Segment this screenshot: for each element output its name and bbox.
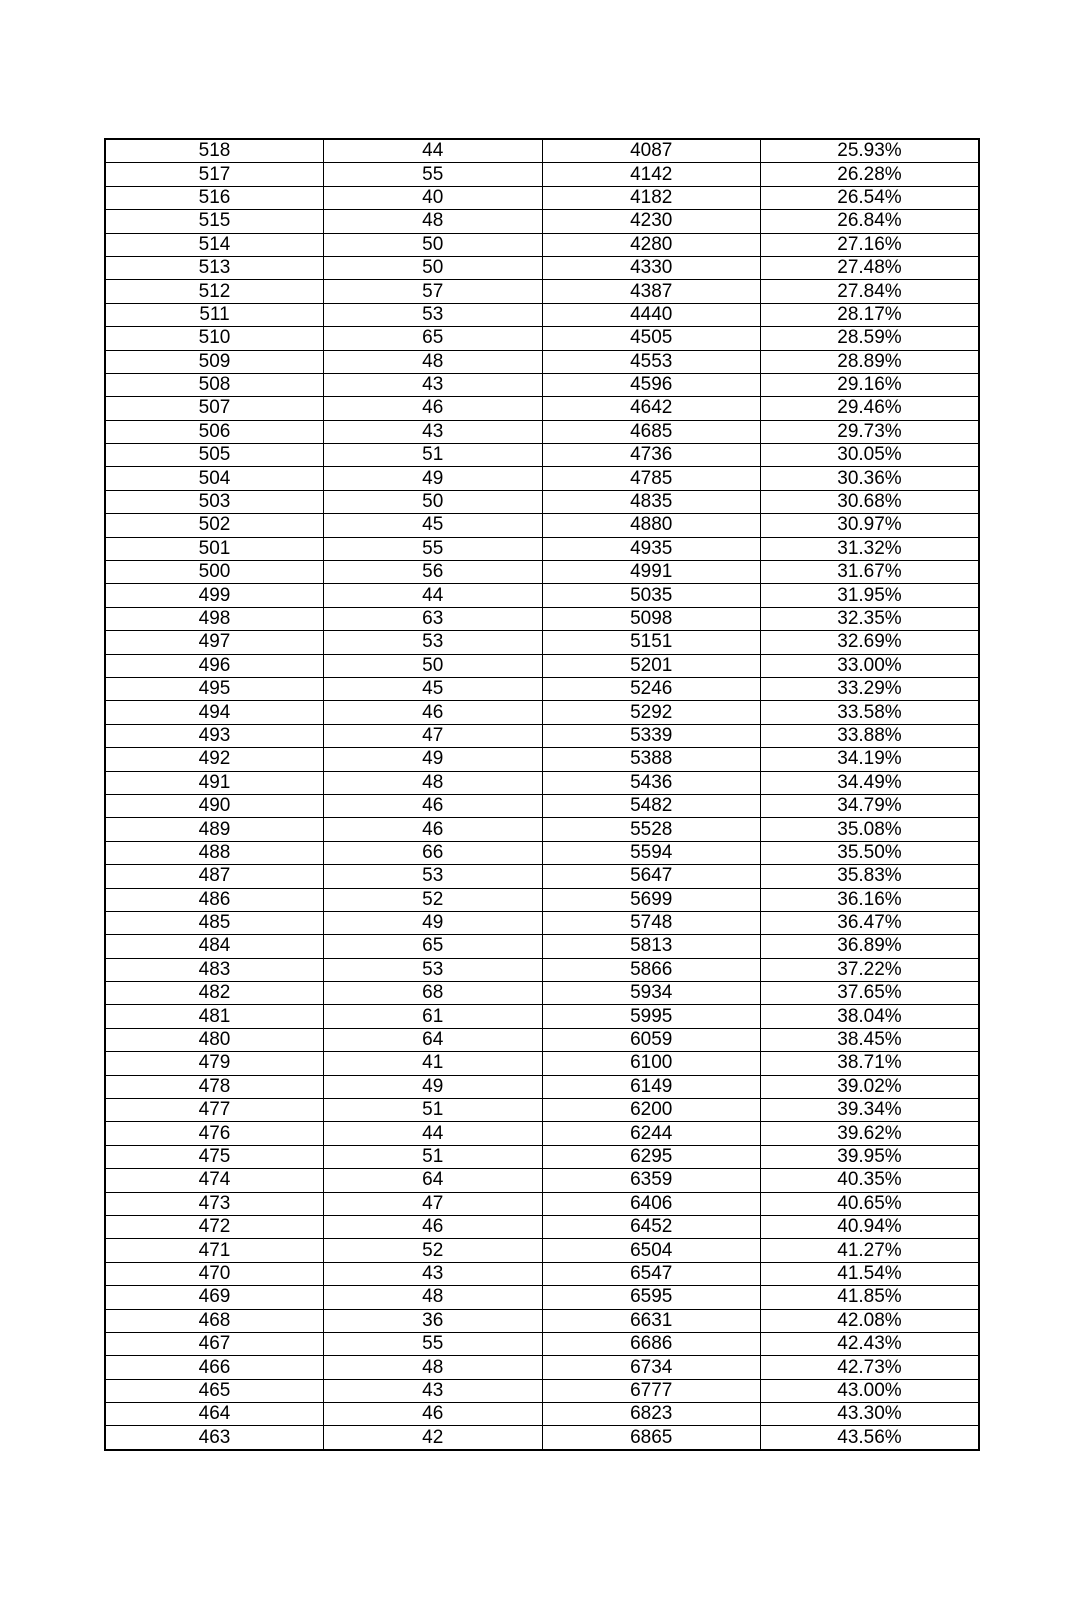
cumulative-count-cell: 5151 — [542, 631, 761, 654]
cumulative-percent-cell: 38.45% — [761, 1028, 980, 1051]
table-row — [105, 280, 979, 303]
count-cell: 55 — [324, 163, 543, 186]
table-row — [105, 631, 979, 654]
count-cell: 48 — [324, 350, 543, 373]
cumulative-count-cell: 6631 — [542, 1309, 761, 1332]
score-cell: 498 — [105, 607, 324, 630]
score-cell: 473 — [105, 1192, 324, 1215]
score-cell: 482 — [105, 982, 324, 1005]
score-cell: 464 — [105, 1403, 324, 1426]
cumulative-count-cell: 4685 — [542, 420, 761, 443]
score-distribution-table — [104, 138, 980, 1451]
score-cell: 510 — [105, 327, 324, 350]
cumulative-percent-cell: 41.85% — [761, 1286, 980, 1309]
cumulative-percent-cell: 36.47% — [761, 911, 980, 934]
score-cell: 514 — [105, 233, 324, 256]
table-row — [105, 1099, 979, 1122]
table-row — [105, 467, 979, 490]
score-cell: 509 — [105, 350, 324, 373]
score-cell: 483 — [105, 958, 324, 981]
score-cell: 475 — [105, 1145, 324, 1168]
cumulative-percent-cell: 40.65% — [761, 1192, 980, 1215]
count-cell: 44 — [324, 584, 543, 607]
count-cell: 53 — [324, 303, 543, 326]
cumulative-percent-cell: 33.29% — [761, 677, 980, 700]
score-cell: 496 — [105, 654, 324, 677]
cumulative-count-cell: 5098 — [542, 607, 761, 630]
cumulative-count-cell: 6200 — [542, 1099, 761, 1122]
score-cell: 512 — [105, 280, 324, 303]
score-cell: 481 — [105, 1005, 324, 1028]
count-cell: 50 — [324, 256, 543, 279]
table-row — [105, 724, 979, 747]
count-cell: 41 — [324, 1052, 543, 1075]
cumulative-percent-cell: 27.84% — [761, 280, 980, 303]
count-cell: 48 — [324, 771, 543, 794]
count-cell: 46 — [324, 1403, 543, 1426]
cumulative-percent-cell: 41.27% — [761, 1239, 980, 1262]
cumulative-percent-cell: 31.95% — [761, 584, 980, 607]
count-cell: 40 — [324, 186, 543, 209]
score-cell: 489 — [105, 818, 324, 841]
score-cell: 508 — [105, 373, 324, 396]
cumulative-count-cell: 5482 — [542, 794, 761, 817]
cumulative-percent-cell: 34.49% — [761, 771, 980, 794]
table-row — [105, 210, 979, 233]
cumulative-percent-cell: 28.59% — [761, 327, 980, 350]
count-cell: 45 — [324, 677, 543, 700]
cumulative-percent-cell: 37.65% — [761, 982, 980, 1005]
cumulative-percent-cell: 28.17% — [761, 303, 980, 326]
count-cell: 47 — [324, 1192, 543, 1215]
count-cell: 63 — [324, 607, 543, 630]
score-cell: 485 — [105, 911, 324, 934]
table-row — [105, 794, 979, 817]
cumulative-percent-cell: 41.54% — [761, 1262, 980, 1285]
count-cell: 55 — [324, 537, 543, 560]
cumulative-percent-cell: 39.02% — [761, 1075, 980, 1098]
count-cell: 43 — [324, 373, 543, 396]
count-cell: 42 — [324, 1426, 543, 1450]
table-row — [105, 1309, 979, 1332]
count-cell: 46 — [324, 701, 543, 724]
cumulative-percent-cell: 43.00% — [761, 1379, 980, 1402]
table-row — [105, 1052, 979, 1075]
cumulative-count-cell: 5748 — [542, 911, 761, 934]
cumulative-count-cell: 6059 — [542, 1028, 761, 1051]
score-cell: 491 — [105, 771, 324, 794]
table-row — [105, 350, 979, 373]
score-cell: 511 — [105, 303, 324, 326]
count-cell: 64 — [324, 1169, 543, 1192]
cumulative-count-cell: 6100 — [542, 1052, 761, 1075]
count-cell: 49 — [324, 911, 543, 934]
count-cell: 57 — [324, 280, 543, 303]
table-row — [105, 865, 979, 888]
table-row — [105, 584, 979, 607]
table-row — [105, 514, 979, 537]
cumulative-count-cell: 4785 — [542, 467, 761, 490]
table-row — [105, 186, 979, 209]
score-cell: 500 — [105, 561, 324, 584]
cumulative-count-cell: 5388 — [542, 748, 761, 771]
table-row — [105, 1262, 979, 1285]
cumulative-percent-cell: 33.00% — [761, 654, 980, 677]
cumulative-percent-cell: 27.16% — [761, 233, 980, 256]
score-cell: 488 — [105, 841, 324, 864]
count-cell: 51 — [324, 444, 543, 467]
score-cell: 505 — [105, 444, 324, 467]
cumulative-count-cell: 5339 — [542, 724, 761, 747]
count-cell: 50 — [324, 490, 543, 513]
cumulative-count-cell: 4736 — [542, 444, 761, 467]
table-row — [105, 1005, 979, 1028]
count-cell: 51 — [324, 1099, 543, 1122]
cumulative-count-cell: 5699 — [542, 888, 761, 911]
cumulative-percent-cell: 30.05% — [761, 444, 980, 467]
score-cell: 497 — [105, 631, 324, 654]
cumulative-percent-cell: 38.71% — [761, 1052, 980, 1075]
table-row — [105, 748, 979, 771]
cumulative-percent-cell: 35.83% — [761, 865, 980, 888]
count-cell: 64 — [324, 1028, 543, 1051]
cumulative-percent-cell: 39.34% — [761, 1099, 980, 1122]
score-cell: 484 — [105, 935, 324, 958]
table-row — [105, 490, 979, 513]
table-row — [105, 1169, 979, 1192]
score-cell: 513 — [105, 256, 324, 279]
score-cell: 490 — [105, 794, 324, 817]
cumulative-percent-cell: 30.68% — [761, 490, 980, 513]
score-cell: 480 — [105, 1028, 324, 1051]
table-row — [105, 256, 979, 279]
cumulative-percent-cell: 42.73% — [761, 1356, 980, 1379]
cumulative-percent-cell: 35.50% — [761, 841, 980, 864]
score-cell: 507 — [105, 397, 324, 420]
cumulative-percent-cell: 42.08% — [761, 1309, 980, 1332]
score-cell: 470 — [105, 1262, 324, 1285]
count-cell: 66 — [324, 841, 543, 864]
cumulative-count-cell: 6504 — [542, 1239, 761, 1262]
cumulative-percent-cell: 31.67% — [761, 561, 980, 584]
cumulative-count-cell: 4642 — [542, 397, 761, 420]
cumulative-count-cell: 6244 — [542, 1122, 761, 1145]
cumulative-count-cell: 6823 — [542, 1403, 761, 1426]
score-cell: 468 — [105, 1309, 324, 1332]
cumulative-percent-cell: 25.93% — [761, 139, 980, 163]
cumulative-count-cell: 4280 — [542, 233, 761, 256]
cumulative-percent-cell: 26.54% — [761, 186, 980, 209]
cumulative-percent-cell: 32.69% — [761, 631, 980, 654]
count-cell: 44 — [324, 139, 543, 163]
cumulative-count-cell: 4440 — [542, 303, 761, 326]
table-row — [105, 654, 979, 677]
table-row — [105, 982, 979, 1005]
score-cell: 493 — [105, 724, 324, 747]
count-cell: 53 — [324, 958, 543, 981]
cumulative-count-cell: 5201 — [542, 654, 761, 677]
count-cell: 51 — [324, 1145, 543, 1168]
score-cell: 472 — [105, 1215, 324, 1238]
table-row — [105, 888, 979, 911]
cumulative-count-cell: 4835 — [542, 490, 761, 513]
table-row — [105, 935, 979, 958]
count-cell: 61 — [324, 1005, 543, 1028]
table-row — [105, 561, 979, 584]
table-row — [105, 327, 979, 350]
table-row — [105, 373, 979, 396]
cumulative-percent-cell: 43.30% — [761, 1403, 980, 1426]
count-cell: 43 — [324, 1379, 543, 1402]
cumulative-percent-cell: 30.36% — [761, 467, 980, 490]
count-cell: 56 — [324, 561, 543, 584]
cumulative-count-cell: 4991 — [542, 561, 761, 584]
cumulative-percent-cell: 33.88% — [761, 724, 980, 747]
cumulative-percent-cell: 27.48% — [761, 256, 980, 279]
count-cell: 43 — [324, 420, 543, 443]
cumulative-count-cell: 6295 — [542, 1145, 761, 1168]
cumulative-count-cell: 4553 — [542, 350, 761, 373]
cumulative-count-cell: 5528 — [542, 818, 761, 841]
count-cell: 46 — [324, 818, 543, 841]
cumulative-count-cell: 4087 — [542, 139, 761, 163]
table-row — [105, 1215, 979, 1238]
cumulative-percent-cell: 42.43% — [761, 1332, 980, 1355]
cumulative-percent-cell: 43.56% — [761, 1426, 980, 1450]
cumulative-count-cell: 4330 — [542, 256, 761, 279]
count-cell: 48 — [324, 1286, 543, 1309]
count-cell: 49 — [324, 1075, 543, 1098]
cumulative-count-cell: 6734 — [542, 1356, 761, 1379]
table-row — [105, 1332, 979, 1355]
count-cell: 43 — [324, 1262, 543, 1285]
count-cell: 65 — [324, 935, 543, 958]
cumulative-percent-cell: 26.28% — [761, 163, 980, 186]
table-row — [105, 818, 979, 841]
cumulative-count-cell: 6777 — [542, 1379, 761, 1402]
cumulative-count-cell: 5246 — [542, 677, 761, 700]
score-cell: 492 — [105, 748, 324, 771]
table-row — [105, 607, 979, 630]
cumulative-percent-cell: 36.16% — [761, 888, 980, 911]
cumulative-count-cell: 4880 — [542, 514, 761, 537]
score-cell: 463 — [105, 1426, 324, 1450]
table-row — [105, 1239, 979, 1262]
cumulative-count-cell: 4142 — [542, 163, 761, 186]
table-body — [105, 139, 979, 1450]
score-cell: 467 — [105, 1332, 324, 1355]
score-cell: 487 — [105, 865, 324, 888]
table-row — [105, 163, 979, 186]
score-cell: 517 — [105, 163, 324, 186]
count-cell: 44 — [324, 1122, 543, 1145]
table-row — [105, 420, 979, 443]
cumulative-count-cell: 6686 — [542, 1332, 761, 1355]
table-row — [105, 701, 979, 724]
count-cell: 65 — [324, 327, 543, 350]
table-row — [105, 1403, 979, 1426]
count-cell: 46 — [324, 1215, 543, 1238]
table-row — [105, 1028, 979, 1051]
table-row — [105, 139, 979, 163]
count-cell: 49 — [324, 748, 543, 771]
cumulative-count-cell: 5813 — [542, 935, 761, 958]
cumulative-count-cell: 6406 — [542, 1192, 761, 1215]
count-cell: 48 — [324, 210, 543, 233]
table-row — [105, 303, 979, 326]
cumulative-percent-cell: 28.89% — [761, 350, 980, 373]
cumulative-count-cell: 5995 — [542, 1005, 761, 1028]
count-cell: 52 — [324, 888, 543, 911]
score-cell: 506 — [105, 420, 324, 443]
table-row — [105, 1192, 979, 1215]
score-cell: 494 — [105, 701, 324, 724]
cumulative-percent-cell: 26.84% — [761, 210, 980, 233]
score-cell: 516 — [105, 186, 324, 209]
cumulative-percent-cell: 30.97% — [761, 514, 980, 537]
cumulative-count-cell: 5035 — [542, 584, 761, 607]
table-row — [105, 1379, 979, 1402]
cumulative-percent-cell: 29.16% — [761, 373, 980, 396]
count-cell: 48 — [324, 1356, 543, 1379]
count-cell: 55 — [324, 1332, 543, 1355]
score-cell: 515 — [105, 210, 324, 233]
cumulative-count-cell: 5594 — [542, 841, 761, 864]
count-cell: 49 — [324, 467, 543, 490]
table-row — [105, 397, 979, 420]
table-row — [105, 1145, 979, 1168]
cumulative-count-cell: 5292 — [542, 701, 761, 724]
score-cell: 486 — [105, 888, 324, 911]
cumulative-percent-cell: 37.22% — [761, 958, 980, 981]
score-cell: 469 — [105, 1286, 324, 1309]
score-cell: 499 — [105, 584, 324, 607]
table-row — [105, 841, 979, 864]
cumulative-count-cell: 4505 — [542, 327, 761, 350]
cumulative-count-cell: 4596 — [542, 373, 761, 396]
score-cell: 518 — [105, 139, 324, 163]
cumulative-percent-cell: 33.58% — [761, 701, 980, 724]
score-cell: 501 — [105, 537, 324, 560]
cumulative-percent-cell: 31.32% — [761, 537, 980, 560]
score-cell: 474 — [105, 1169, 324, 1192]
cumulative-count-cell: 6547 — [542, 1262, 761, 1285]
table-row — [105, 537, 979, 560]
cumulative-percent-cell: 38.04% — [761, 1005, 980, 1028]
cumulative-percent-cell: 40.94% — [761, 1215, 980, 1238]
cumulative-percent-cell: 36.89% — [761, 935, 980, 958]
cumulative-count-cell: 5436 — [542, 771, 761, 794]
count-cell: 53 — [324, 631, 543, 654]
cumulative-percent-cell: 39.62% — [761, 1122, 980, 1145]
table-row — [105, 1426, 979, 1450]
cumulative-count-cell: 6149 — [542, 1075, 761, 1098]
count-cell: 50 — [324, 654, 543, 677]
cumulative-percent-cell: 34.79% — [761, 794, 980, 817]
table-row — [105, 911, 979, 934]
cumulative-count-cell: 6595 — [542, 1286, 761, 1309]
table-row — [105, 233, 979, 256]
count-cell: 47 — [324, 724, 543, 747]
score-cell: 503 — [105, 490, 324, 513]
cumulative-count-cell: 5647 — [542, 865, 761, 888]
count-cell: 36 — [324, 1309, 543, 1332]
cumulative-percent-cell: 35.08% — [761, 818, 980, 841]
table-row — [105, 444, 979, 467]
cumulative-count-cell: 6452 — [542, 1215, 761, 1238]
score-cell: 466 — [105, 1356, 324, 1379]
score-cell: 477 — [105, 1099, 324, 1122]
count-cell: 50 — [324, 233, 543, 256]
cumulative-count-cell: 4935 — [542, 537, 761, 560]
score-cell: 471 — [105, 1239, 324, 1262]
score-cell: 479 — [105, 1052, 324, 1075]
table-row — [105, 1075, 979, 1098]
cumulative-percent-cell: 32.35% — [761, 607, 980, 630]
cumulative-count-cell: 5934 — [542, 982, 761, 1005]
score-cell: 476 — [105, 1122, 324, 1145]
count-cell: 52 — [324, 1239, 543, 1262]
cumulative-percent-cell: 40.35% — [761, 1169, 980, 1192]
cumulative-percent-cell: 34.19% — [761, 748, 980, 771]
score-cell: 465 — [105, 1379, 324, 1402]
table-row — [105, 1122, 979, 1145]
score-cell: 504 — [105, 467, 324, 490]
score-cell: 502 — [105, 514, 324, 537]
cumulative-percent-cell: 29.46% — [761, 397, 980, 420]
table-row — [105, 958, 979, 981]
count-cell: 46 — [324, 397, 543, 420]
cumulative-percent-cell: 29.73% — [761, 420, 980, 443]
cumulative-count-cell: 4387 — [542, 280, 761, 303]
cumulative-count-cell: 6865 — [542, 1426, 761, 1450]
score-cell: 495 — [105, 677, 324, 700]
table-row — [105, 771, 979, 794]
score-cell: 478 — [105, 1075, 324, 1098]
cumulative-count-cell: 4230 — [542, 210, 761, 233]
table-row — [105, 1286, 979, 1309]
table-row — [105, 1356, 979, 1379]
cumulative-percent-cell: 39.95% — [761, 1145, 980, 1168]
table-row — [105, 677, 979, 700]
cumulative-count-cell: 5866 — [542, 958, 761, 981]
count-cell: 68 — [324, 982, 543, 1005]
count-cell: 45 — [324, 514, 543, 537]
count-cell: 46 — [324, 794, 543, 817]
cumulative-count-cell: 4182 — [542, 186, 761, 209]
count-cell: 53 — [324, 865, 543, 888]
cumulative-count-cell: 6359 — [542, 1169, 761, 1192]
